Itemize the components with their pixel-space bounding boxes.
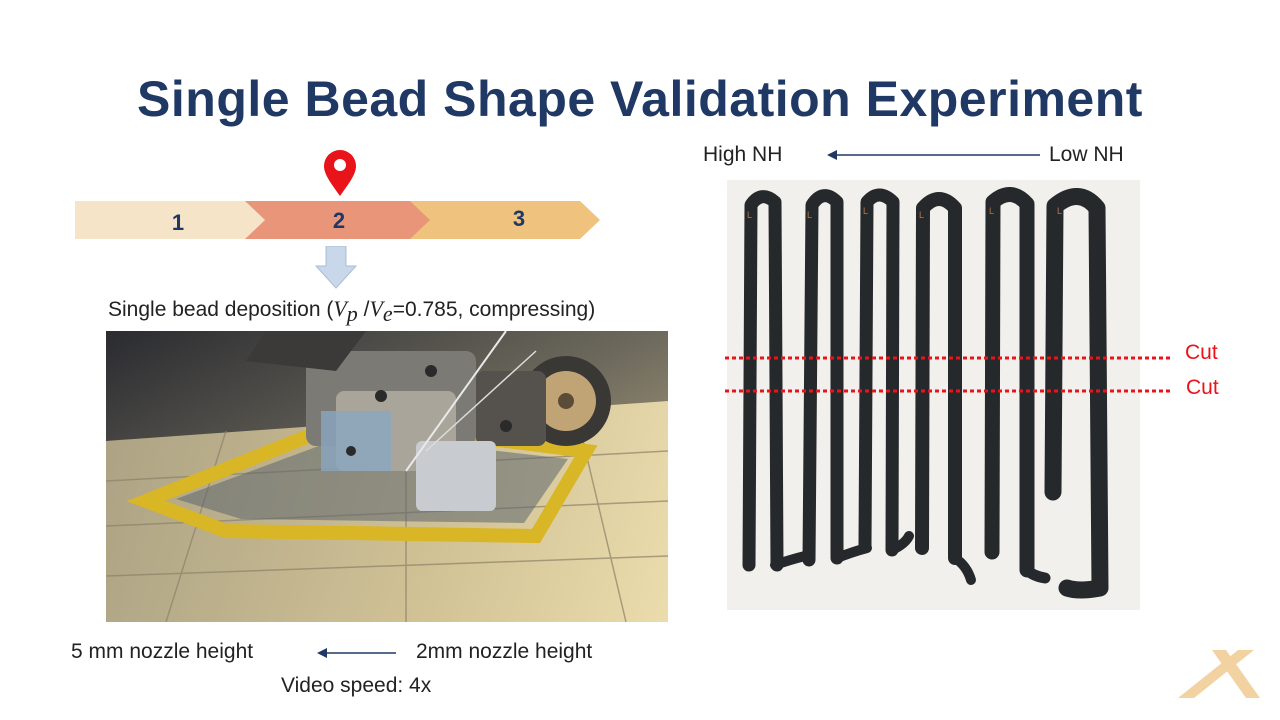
cut-lines [723, 352, 1175, 396]
cut-label-1: Cut [1185, 341, 1218, 364]
process-steps [70, 148, 610, 243]
nh-left-arrow-icon [826, 148, 1042, 162]
ratio-value-suffix: =0.785, compressing) [392, 298, 596, 321]
cut-label-2: Cut [1186, 376, 1219, 399]
high-nh-label: High NH [703, 143, 783, 166]
ratio-slash: / [357, 298, 370, 321]
deposition-video[interactable] [106, 331, 668, 622]
deposition-caption [108, 296, 595, 327]
ratio-denominator: V [369, 296, 383, 321]
low-nh-label: Low NH [1049, 143, 1124, 166]
step-2-label: 2 [332, 208, 346, 233]
video-speed-caption: Video speed: 4x [281, 674, 432, 697]
step-1-chevron [75, 201, 265, 239]
ratio-denominator-sub: e [382, 301, 393, 327]
corner-logo-icon [1168, 646, 1264, 698]
deposition-prefix: Single bead deposition ( [108, 298, 334, 321]
page-title: Single Bead Shape Validation Experiment [137, 71, 1143, 127]
step-1-label: 1 [171, 210, 185, 235]
left-arrow-icon [316, 646, 398, 660]
right-nozzle-caption: 2mm nozzle height [416, 640, 593, 663]
ratio-numerator: V [333, 296, 347, 321]
location-pin-icon [324, 150, 356, 196]
left-nozzle-caption: 5 mm nozzle height [71, 640, 254, 663]
step-3-chevron [405, 201, 600, 239]
svg-text:L: L [919, 210, 925, 220]
svg-text:L: L [863, 206, 869, 216]
svg-text:L: L [1057, 206, 1063, 216]
svg-text:L: L [989, 206, 995, 216]
svg-text:L: L [807, 210, 813, 220]
svg-text:L: L [747, 210, 753, 220]
down-arrow-icon [314, 246, 358, 290]
step-3-label: 3 [512, 206, 526, 231]
ratio-numerator-sub: p [346, 301, 358, 327]
